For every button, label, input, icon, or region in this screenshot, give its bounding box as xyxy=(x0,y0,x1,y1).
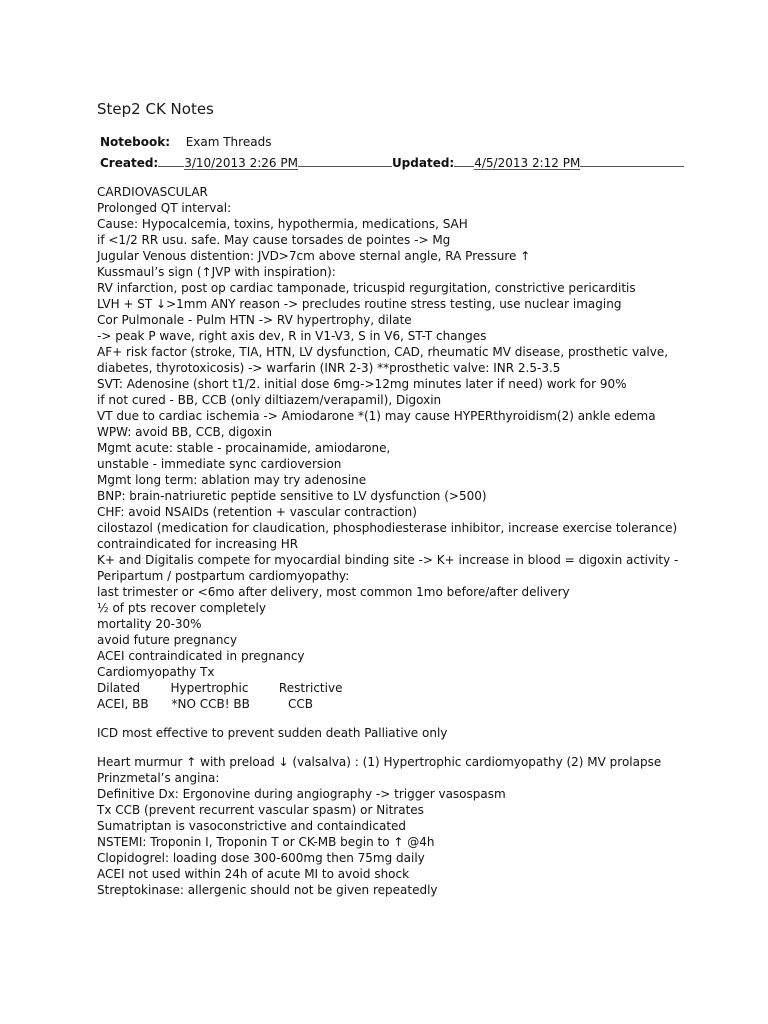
dates-row xyxy=(100,152,684,171)
spacer xyxy=(97,712,697,725)
notebook-value: Exam Threads xyxy=(185,135,272,149)
note-line: unstable - immediate sync cardioversion xyxy=(97,457,342,471)
note-line: SVT: Adenosine (short t1/2. initial dose 6mg->12mg minutes later if need) work for 90% xyxy=(97,377,627,391)
note-line: NSTEMI: Troponin I, Troponin T or CK-MB begin to ↑ @4h xyxy=(97,835,435,849)
note-line: BNP: brain-natriuretic peptide sensitive to LV dysfunction (>500) xyxy=(97,489,487,503)
note-line: cilostazol (medication for claudication, phosphodiesterase inhibitor, increase exercise tolerance) xyxy=(97,521,678,535)
underline-fill xyxy=(158,152,184,167)
note-line: K+ and Digitalis compete for myocardial binding site -> K+ increase in blood = digoxin activity - xyxy=(97,553,679,567)
note-line: Dilated Hypertrophic Restrictive xyxy=(97,681,343,695)
note-line: Peripartum / postpartum cardiomyopathy: xyxy=(97,569,350,583)
underline-fill xyxy=(298,152,392,167)
notes-block-icd xyxy=(97,725,697,741)
note-line: Jugular Venous distention: JVD>7cm above sternal angle, RA Pressure ↑ xyxy=(97,249,531,263)
note-line: if <1/2 RR usu. safe. May cause torsades de pointes -> Mg xyxy=(97,233,451,247)
created-label: Created: xyxy=(100,156,159,170)
note-line: if not cured - BB, CCB (only diltiazem/verapamil), Digoxin xyxy=(97,393,442,407)
note-line: RV infarction, post op cardiac tamponade, tricuspid regurgitation, constrictive pericarditis xyxy=(97,281,636,295)
note-line: ½ of pts recover completely xyxy=(97,601,266,615)
note-line: ACEI, BB *NO CCB! BB CCB xyxy=(97,697,313,711)
note-line: WPW: avoid BB, CCB, digoxin xyxy=(97,425,272,439)
notebook-label: Notebook: xyxy=(100,135,171,149)
underline-fill xyxy=(580,152,684,167)
note-line: Prinzmetal’s angina: xyxy=(97,771,220,785)
page-title: Step2 CK Notes xyxy=(97,100,214,118)
spacer xyxy=(97,741,697,754)
note-line: Definitive Dx: Ergonovine during angiography -> trigger vasospasm xyxy=(97,787,506,801)
note-line: Heart murmur ↑ with preload ↓ (valsalva) : (1) Hypertrophic cardiomyopathy (2) MV prolapse xyxy=(97,755,662,769)
notebook-row xyxy=(100,134,271,150)
note-line: avoid future pregnancy xyxy=(97,633,238,647)
created-value: 3/10/2013 2:26 PM xyxy=(184,156,298,170)
notes-block-murmur xyxy=(97,754,697,898)
note-line: Cor Pulmonale - Pulm HTN -> RV hypertrophy, dilate xyxy=(97,313,412,327)
note-line: AF+ risk factor (stroke, TIA, HTN, LV dysfunction, CAD, rheumatic MV disease, prosthetic valve, xyxy=(97,345,669,359)
note-line: CARDIOVASCULAR xyxy=(97,185,208,199)
updated-label: Updated: xyxy=(391,156,455,170)
note-line: Cause: Hypocalcemia, toxins, hypothermia, medications, SAH xyxy=(97,217,468,231)
note-line: Mgmt long term: ablation may try adenosine xyxy=(97,473,367,487)
note-line: Tx CCB (prevent recurrent vascular spasm) or Nitrates xyxy=(97,803,424,817)
note-line: Sumatriptan is vasoconstrictive and containdicated xyxy=(97,819,407,833)
note-line: contraindicated for increasing HR xyxy=(97,537,299,551)
note-line: Streptokinase: allergenic should not be given repeatedly xyxy=(97,883,438,897)
updated-value: 4/5/2013 2:12 PM xyxy=(474,156,581,170)
underline-fill xyxy=(454,152,474,167)
note-line: ICD most effective to prevent sudden death Palliative only xyxy=(97,726,448,740)
note-line: mortality 20-30% xyxy=(97,617,202,631)
note-line: VT due to cardiac ischemia -> Amiodarone *(1) may cause HYPERthyroidism(2) ankle edema xyxy=(97,409,656,423)
note-line: LVH + ST ↓>1mm ANY reason -> precludes routine stress testing, use nuclear imaging xyxy=(97,297,622,311)
note-line: ACEI not used within 24h of acute MI to avoid shock xyxy=(97,867,410,881)
note-line: Cardiomyopathy Tx xyxy=(97,665,215,679)
note-line: Mgmt acute: stable - procainamide, amiodarone, xyxy=(97,441,391,455)
note-line: -> peak P wave, right axis dev, R in V1-V3, S in V6, ST-T changes xyxy=(97,329,487,343)
note-line: Prolonged QT interval: xyxy=(97,201,232,215)
note-line: Clopidogrel: loading dose 300-600mg then 75mg daily xyxy=(97,851,425,865)
notes-body xyxy=(97,184,697,898)
note-line: diabetes, thyrotoxicosis) -> warfarin (INR 2-3) **prosthetic valve: INR 2.5-3.5 xyxy=(97,361,561,375)
notes-block-cardiovascular xyxy=(97,184,697,712)
note-line: CHF: avoid NSAIDs (retention + vascular contraction) xyxy=(97,505,417,519)
note-line: last trimester or <6mo after delivery, most common 1mo before/after delivery xyxy=(97,585,570,599)
note-line: Kussmaul’s sign (↑JVP with inspiration): xyxy=(97,265,336,279)
note-line: ACEI contraindicated in pregnancy xyxy=(97,649,305,663)
